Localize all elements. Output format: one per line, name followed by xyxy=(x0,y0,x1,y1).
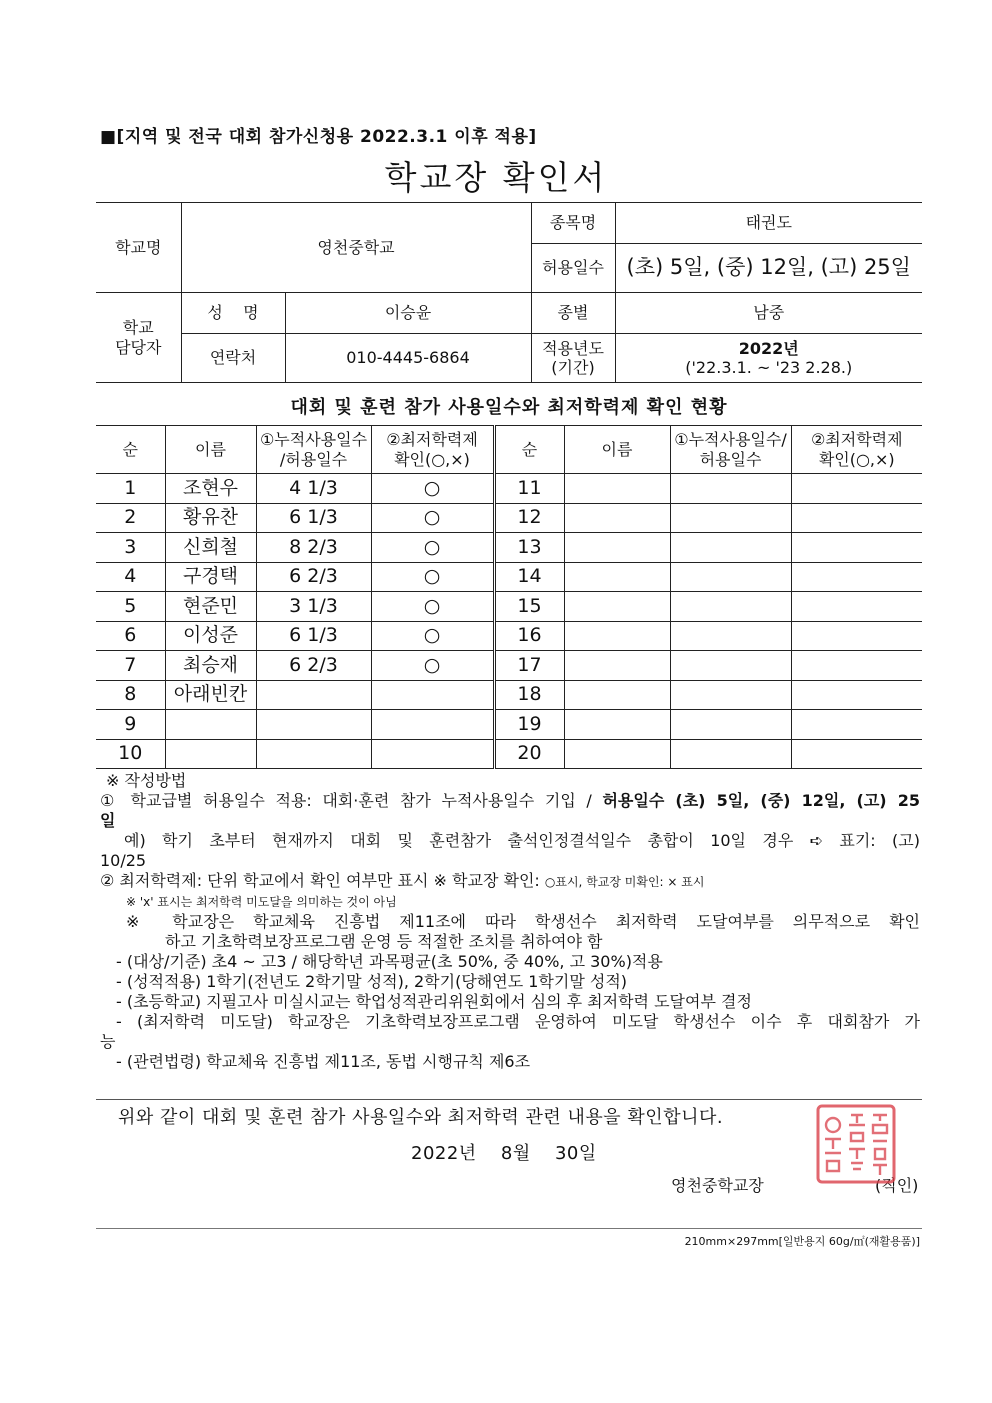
row-days: 6 1/3 xyxy=(256,503,371,533)
col-min2-header xyxy=(791,426,922,474)
row-no: 5 xyxy=(96,592,165,622)
row-check2 xyxy=(791,562,922,592)
row-name2 xyxy=(564,474,670,504)
row-no2: 19 xyxy=(494,710,564,740)
staff-label-line2: 담당자 xyxy=(115,337,162,357)
col-min2-header-l1: ②최저학력제 xyxy=(810,430,903,450)
contact-label: 연락처 xyxy=(181,334,285,383)
note-1c: 일 xyxy=(100,811,116,830)
row-name2 xyxy=(564,710,670,740)
row-no2: 18 xyxy=(494,680,564,710)
col-no-header: 순 xyxy=(96,426,165,474)
row-no: 1 xyxy=(96,474,165,504)
event-value: 태권도 xyxy=(615,203,922,244)
form-header-tag: ■[지역 및 전국 대회 참가신청용 2022.3.1 이후 적용] xyxy=(100,127,537,147)
note-1a: ① 학교급별 허용일수 적용: 대회·훈련 참가 누적사용일수 기입 / xyxy=(100,791,603,810)
note-9: - (최저학력 미도달) 학교장은 기초학력보장프로그램 운영하여 미도달 학생선수 이수 후 대회참가 가 xyxy=(116,1012,920,1031)
note-2-cont: 10/25 xyxy=(100,851,147,870)
row-no: 4 xyxy=(96,562,165,592)
allowed-days-label: 허용일수 xyxy=(531,244,615,293)
row-name2 xyxy=(564,739,670,769)
col-name2-header: 이름 xyxy=(564,426,670,474)
col-min-header-l2: 확인(○,×) xyxy=(394,449,470,469)
row-days2 xyxy=(670,710,791,740)
row-no2: 20 xyxy=(494,739,564,769)
row-check: ○ xyxy=(371,533,494,563)
col-days-header-l1: ①누적사용일수 xyxy=(259,430,368,450)
row-days xyxy=(256,680,371,710)
row-days xyxy=(256,739,371,769)
row-no: 8 xyxy=(96,680,165,710)
row-days2 xyxy=(670,503,791,533)
row-days2 xyxy=(670,474,791,504)
year-period: ('22.3.1. ~ '23 2.28.) xyxy=(685,358,853,377)
row-check xyxy=(371,739,494,769)
divider-bottom xyxy=(96,1228,922,1229)
row-days: 8 2/3 xyxy=(256,533,371,563)
note-6: - (대상/기준) 초4 ~ 고3 / 해당학년 과목평균(초 50%, 중 40%, 고 30%)적용 xyxy=(116,952,663,971)
row-check2 xyxy=(791,739,922,769)
school-label: 학교명 xyxy=(96,203,181,293)
table-row xyxy=(96,592,922,622)
note-10: - (관련법령) 학교체육 진흥법 제11조, 동법 시행규칙 제6조 xyxy=(116,1052,531,1071)
row-check: ○ xyxy=(371,562,494,592)
row-check2 xyxy=(791,503,922,533)
row-name xyxy=(165,739,256,769)
row-no2: 14 xyxy=(494,562,564,592)
table-row xyxy=(96,651,922,681)
paper-spec-footer: 210mm×297mm[일반용지 60g/㎡(재활용품)] xyxy=(684,1235,920,1248)
divider-top xyxy=(96,1099,922,1100)
row-check: ○ xyxy=(371,651,494,681)
row-days2 xyxy=(670,739,791,769)
row-check xyxy=(371,680,494,710)
col-days-header xyxy=(256,426,371,474)
row-name2 xyxy=(564,503,670,533)
note-4: ※ 'x' 표시는 최저학력 미도달을 의미하는 것이 아님 xyxy=(126,895,397,909)
table-row xyxy=(96,562,922,592)
row-name xyxy=(165,710,256,740)
row-days2 xyxy=(670,651,791,681)
category-value: 남중 xyxy=(615,293,922,334)
row-name: 신희철 xyxy=(165,533,256,563)
row-no2: 16 xyxy=(494,621,564,651)
row-days: 6 2/3 xyxy=(256,651,371,681)
category-label: 종별 xyxy=(531,293,615,334)
row-no2: 13 xyxy=(494,533,564,563)
note-1-cont xyxy=(100,811,920,831)
row-check: ○ xyxy=(371,474,494,504)
year-label-line1: 적용년도 xyxy=(542,338,604,358)
row-check2 xyxy=(791,710,922,740)
notes-title: ※ 작성방법 xyxy=(106,771,187,790)
col-no2-header: 순 xyxy=(494,426,564,474)
table-row xyxy=(96,503,922,533)
row-name: 조현우 xyxy=(165,474,256,504)
row-days2 xyxy=(670,621,791,651)
row-no: 2 xyxy=(96,503,165,533)
row-check2 xyxy=(791,592,922,622)
row-no: 10 xyxy=(96,739,165,769)
col-days-header-l2: /허용일수 xyxy=(279,449,348,469)
table-row xyxy=(96,710,922,740)
col-name-header: 이름 xyxy=(165,426,256,474)
table-row xyxy=(96,474,922,504)
row-name2 xyxy=(564,562,670,592)
school-info-table xyxy=(96,202,922,383)
row-name: 이성준 xyxy=(165,621,256,651)
year-label xyxy=(531,334,615,383)
official-seal-icon xyxy=(815,1103,897,1185)
col-min2-header-l2: 확인(○,×) xyxy=(818,449,895,469)
row-no: 7 xyxy=(96,651,165,681)
row-check2 xyxy=(791,621,922,651)
staff-label-line1: 학교 xyxy=(122,318,154,338)
table-row xyxy=(96,680,922,710)
writing-instructions xyxy=(100,771,920,1072)
row-check2 xyxy=(791,651,922,681)
confirmation-text: 위와 같이 대회 및 훈련 참가 사용일수와 최저학력 관련 내용을 확인합니다. xyxy=(118,1107,724,1128)
row-check: ○ xyxy=(371,592,494,622)
row-days: 3 1/3 xyxy=(256,592,371,622)
document-title: 학교장 확인서 xyxy=(384,158,608,197)
row-no2: 11 xyxy=(494,474,564,504)
note-8: - (초등학교) 지필고사 미실시교는 학업성적관리위원회에서 심의 후 최저학력 도달여부 결정 xyxy=(116,992,752,1011)
note-2: 예) 학기 초부터 현재까지 대회 및 훈련참가 출석인정결석일수 총합이 10일 경우 ➪ 표기: (고) xyxy=(124,831,920,850)
table-row xyxy=(96,621,922,651)
row-no2: 17 xyxy=(494,651,564,681)
roster-table xyxy=(96,425,922,769)
allowed-days-value: (초) 5일, (중) 12일, (고) 25일 xyxy=(615,244,922,293)
row-name2 xyxy=(564,533,670,563)
note-3 xyxy=(100,871,920,892)
row-check2 xyxy=(791,474,922,504)
official-stamp-label: (직인) xyxy=(875,1176,919,1195)
note-1b: 허용일수 (초) 5일, (중) 12일, (고) 25 xyxy=(602,791,920,810)
year-value-main: 2022년 xyxy=(738,338,799,358)
row-name2 xyxy=(564,621,670,651)
principal-title: 영천중학교장 xyxy=(671,1176,764,1195)
row-days: 4 1/3 xyxy=(256,474,371,504)
row-check xyxy=(371,710,494,740)
event-label: 종목명 xyxy=(531,203,615,244)
row-name: 현준민 xyxy=(165,592,256,622)
note-3a: ② 최저학력제: 단위 학교에서 확인 여부만 표시 ※ 학교장 확인: xyxy=(100,871,545,890)
year-label-line2: (기간) xyxy=(551,358,595,377)
row-name: 구경택 xyxy=(165,562,256,592)
row-name2 xyxy=(564,651,670,681)
roster-header-row xyxy=(96,426,922,474)
row-no: 3 xyxy=(96,533,165,563)
row-check2 xyxy=(791,533,922,563)
row-days2 xyxy=(670,680,791,710)
row-days xyxy=(256,710,371,740)
confirmation-date: 2022년 8월 30일 xyxy=(411,1143,597,1164)
school-value: 영천중학교 xyxy=(181,203,531,293)
note-5: ※ 학교장은 학교체육 진흥법 제11조에 따라 학생선수 최저학력 도달여부를 의무적으로 확인 xyxy=(126,912,920,931)
row-days2 xyxy=(670,592,791,622)
row-check: ○ xyxy=(371,503,494,533)
note-9-cont: 능 xyxy=(100,1032,116,1051)
row-check2 xyxy=(791,680,922,710)
name-value: 이승윤 xyxy=(285,293,531,334)
row-no: 6 xyxy=(96,621,165,651)
col-days2-header-l1: ①누적사용일수/ xyxy=(674,430,787,450)
section-heading: 대회 및 훈련 참가 사용일수와 최저학력제 확인 현황 xyxy=(290,397,728,418)
row-no: 9 xyxy=(96,710,165,740)
row-check: ○ xyxy=(371,621,494,651)
note-3b: ○표시, 학교장 미확인: × 표시 xyxy=(544,875,705,889)
contact-value: 010-4445-6864 xyxy=(285,334,531,383)
row-name: 최승재 xyxy=(165,651,256,681)
note-7: - (성적적용) 1학기(전년도 2학기말 성적), 2학기(당해연도 1학기말 성적) xyxy=(116,972,628,991)
row-days2 xyxy=(670,562,791,592)
year-value xyxy=(615,334,922,383)
col-days2-header-l2: 허용일수 xyxy=(699,449,762,469)
table-row xyxy=(96,739,922,769)
staff-label xyxy=(96,293,181,383)
row-days: 6 2/3 xyxy=(256,562,371,592)
row-no2: 12 xyxy=(494,503,564,533)
note-1 xyxy=(100,791,920,811)
row-name2 xyxy=(564,592,670,622)
col-min-header-l1: ②최저학력제 xyxy=(386,430,478,450)
row-name: 아래빈칸 xyxy=(165,680,256,710)
table-row xyxy=(96,533,922,563)
row-days: 6 1/3 xyxy=(256,621,371,651)
row-name2 xyxy=(564,680,670,710)
col-days2-header xyxy=(670,426,791,474)
name-label: 성 명 xyxy=(181,293,285,334)
note-5-cont: 하고 기초학력보장프로그램 운영 등 적절한 조치를 취하여야 함 xyxy=(165,932,603,951)
row-no2: 15 xyxy=(494,592,564,622)
row-days2 xyxy=(670,533,791,563)
col-min-header xyxy=(371,426,494,474)
row-name: 황유찬 xyxy=(165,503,256,533)
